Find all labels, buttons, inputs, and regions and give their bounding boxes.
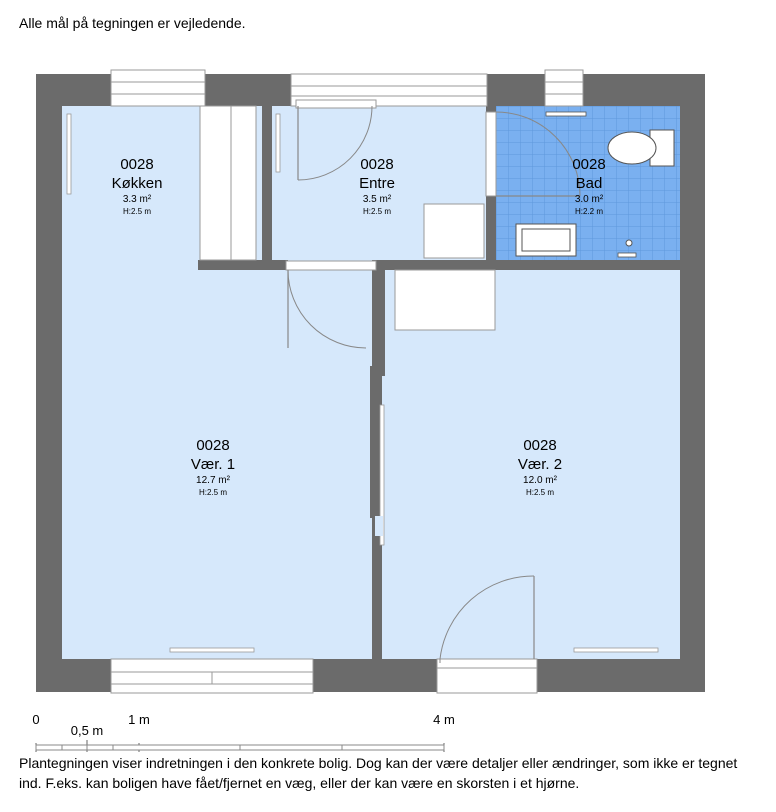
radiator-room2 — [574, 648, 658, 652]
entry-name: Entre — [359, 175, 395, 192]
room2-wardrobe — [395, 270, 495, 330]
room2-height: H:2.5 m — [525, 488, 555, 497]
kitchen-number: 0028 — [120, 156, 154, 173]
label-bath — [572, 156, 605, 216]
wall-kitchen-bottom — [198, 260, 288, 270]
window-room1-bottom — [111, 659, 313, 693]
kitchen-area: 3.3 m² — [122, 194, 152, 205]
room1-name: Vær. 1 — [190, 456, 236, 473]
room2-number: 0028 — [523, 437, 557, 454]
bath-area: 3.0 m² — [574, 194, 604, 205]
towel-rail — [546, 112, 586, 116]
bath-height: H:2.2 m — [574, 207, 604, 216]
entry-cabinet — [424, 204, 484, 258]
scale-label-half: 0,5 m — [70, 723, 104, 738]
room2-area: 12.0 m² — [523, 475, 557, 486]
wall-rooms-divider-upper — [376, 260, 385, 370]
wall-rooms-divider-lower — [370, 366, 379, 518]
window-bath-top — [545, 70, 583, 106]
scale-label-4: 4 m — [433, 712, 455, 727]
door-room2-bottom — [437, 659, 537, 693]
bath-name: Bad — [575, 175, 603, 192]
scale-label-0: 0 — [32, 712, 40, 727]
toilet-icon — [608, 130, 674, 166]
entry-height: H:2.5 m — [362, 207, 392, 216]
room1-height: H:2.5 m — [198, 488, 228, 497]
kitchen-counter — [200, 106, 256, 260]
bath-number: 0028 — [572, 156, 606, 173]
room1-number: 0028 — [196, 437, 230, 454]
entry-area: 3.5 m² — [362, 194, 392, 205]
disclaimer-top: Alle mål på tegningen er vejledende. — [19, 15, 246, 31]
entry-number: 0028 — [360, 156, 394, 173]
wall-kitchen-entry — [262, 106, 272, 270]
wall-room2-top — [376, 260, 680, 270]
scale-label-1: 1 m — [128, 712, 150, 727]
radiator-kitchen — [67, 114, 71, 194]
room2-name: Vær. 2 — [517, 456, 563, 473]
radiator-entry — [276, 114, 280, 172]
window-kitchen-top — [111, 70, 205, 106]
room1-area: 12.7 m² — [196, 475, 230, 486]
radiator-room1 — [170, 648, 254, 652]
label-entry — [359, 156, 395, 216]
kitchen-height: H:2.5 m — [122, 207, 152, 216]
scale-bar — [32, 712, 454, 752]
kitchen-name: Køkken — [111, 175, 163, 192]
floor-room1-lower — [62, 261, 198, 271]
disclaimer-bottom: Plantegningen viser indretningen i den konkrete bolig. Dog kan der være detaljer eller ændringer, som ikke er tegnet ind. F.eks. kan boligen have fået/fjernet en væg, eller der kan være en skorsten i et hjørne. — [19, 755, 738, 791]
